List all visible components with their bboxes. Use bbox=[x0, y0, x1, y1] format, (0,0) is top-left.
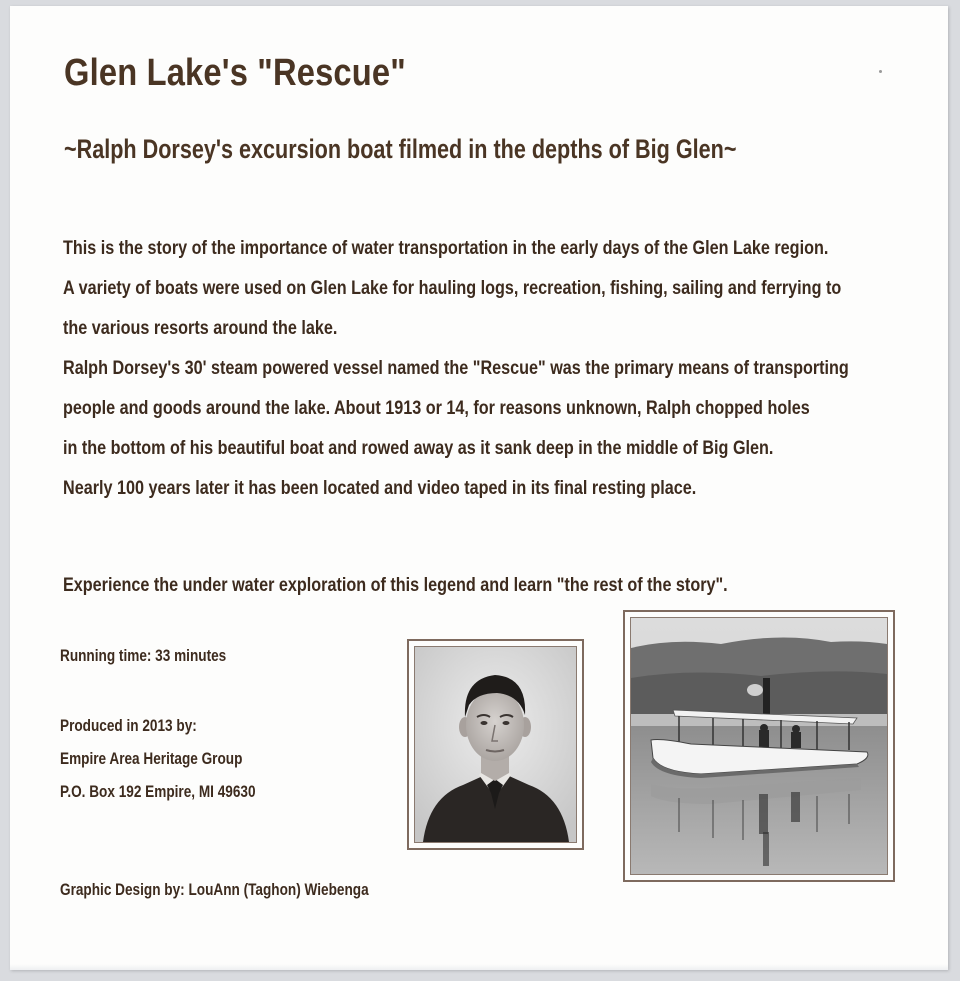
story-line: Ralph Dorsey's 30' steam powered vessel named the "Rescue" was the primary means of transporting bbox=[63, 357, 849, 379]
paper-speck bbox=[879, 70, 882, 73]
produced-line: Produced in 2013 by: bbox=[60, 716, 197, 735]
story-line: the various resorts around the lake. bbox=[63, 317, 338, 339]
running-time: Running time: 33 minutes bbox=[60, 646, 227, 665]
boat-photo-frame bbox=[623, 610, 895, 882]
producer-block bbox=[60, 709, 256, 808]
experience-line: Experience the under water exploration of this legend and learn "the rest of the story". bbox=[63, 574, 728, 596]
story-line: Nearly 100 years later it has been located and video taped in its final resting place. bbox=[63, 477, 697, 499]
page-subtitle: ~Ralph Dorsey's excursion boat filmed in the depths of Big Glen~ bbox=[64, 134, 737, 164]
page-title: Glen Lake's "Rescue" bbox=[64, 52, 406, 94]
producer-organization: Empire Area Heritage Group bbox=[60, 749, 243, 768]
info-card bbox=[10, 6, 948, 970]
story-line: A variety of boats were used on Glen Lake for hauling logs, recreation, fishing, sailing and ferrying to bbox=[63, 277, 842, 299]
story-text bbox=[63, 228, 893, 508]
portrait-photo bbox=[414, 646, 577, 843]
story-line: This is the story of the importance of water transportation in the early days of the Glen Lake region. bbox=[63, 237, 829, 259]
story-line: people and goods around the lake. About 1913 or 14, for reasons unknown, Ralph chopped holes bbox=[63, 397, 810, 419]
boat-photo bbox=[630, 617, 888, 875]
story-line: in the bottom of his beautiful boat and rowed away as it sank deep in the middle of Big Glen. bbox=[63, 437, 774, 459]
portrait-photo-frame bbox=[407, 639, 584, 850]
producer-address: P.O. Box 192 Empire, MI 49630 bbox=[60, 782, 256, 801]
design-credit: Graphic Design by: LouAnn (Taghon) Wiebenga bbox=[60, 880, 369, 899]
